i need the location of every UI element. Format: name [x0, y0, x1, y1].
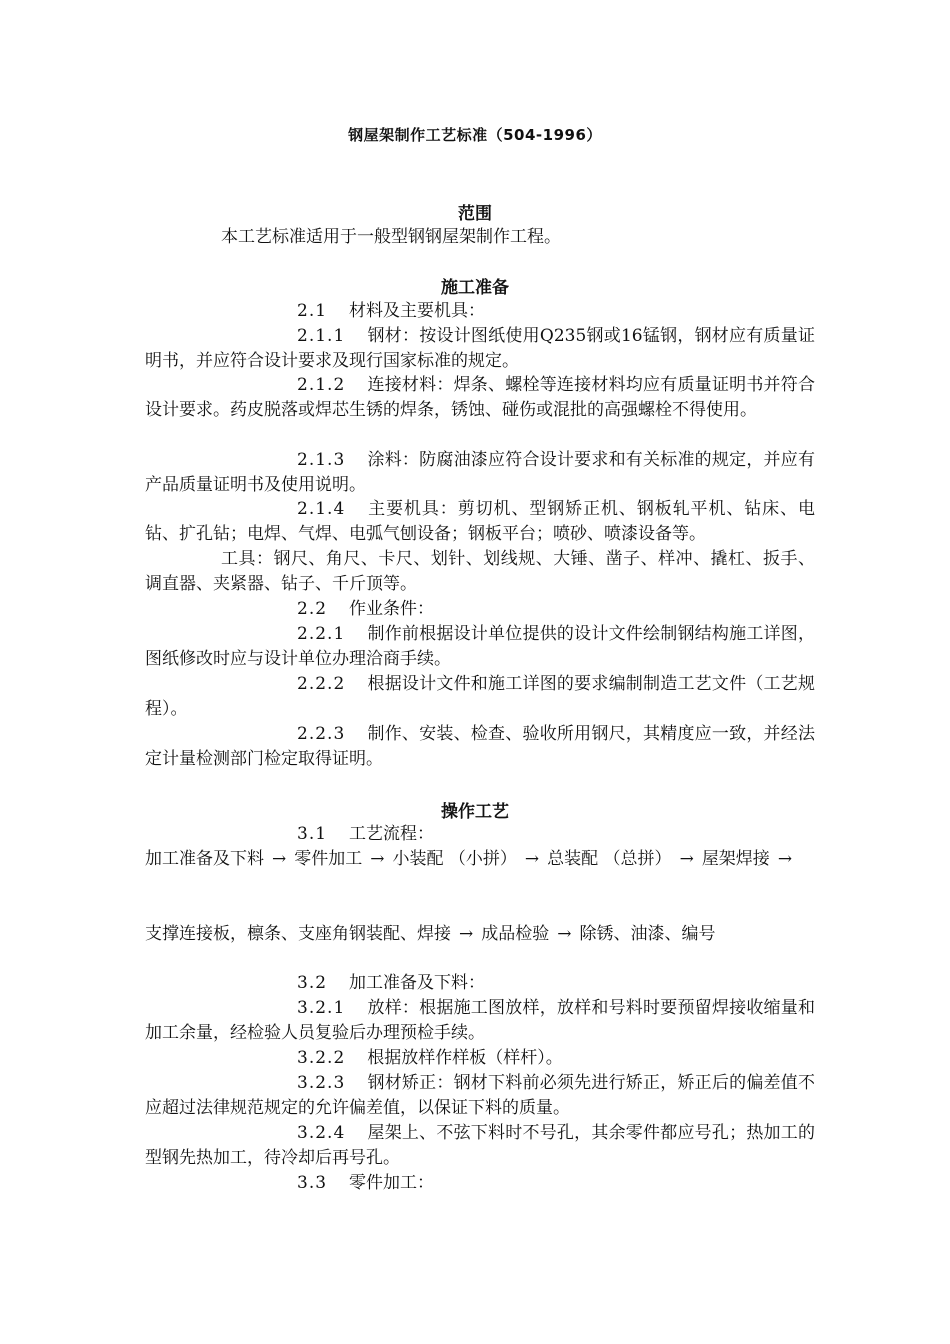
flow-step: 支撑连接板，檩条、支座角钢装配、焊接	[145, 924, 451, 944]
item-number: 2.2	[297, 599, 328, 619]
item-number: 3.2	[297, 973, 328, 993]
item-text: 屋架上、不弦下料时不号孔，其余零件都应号孔；热加工的型钢先热加工，待冷却后再号孔。	[145, 1123, 815, 1168]
arrow-right-icon: →	[679, 849, 694, 869]
list-item	[145, 324, 815, 374]
document-title: 钢屋架制作工艺标准（504-1996）	[348, 126, 602, 144]
item-number: 3.2.3	[297, 1073, 346, 1093]
arrow-right-icon: →	[370, 849, 385, 869]
item-text: 主要机具：剪切机、型钢矫正机、钢板轧平机、钻床、电钻、扩孔钻；电焊、气焊、电弧气刨设备；钢板平台；喷砂、喷漆设备等。	[145, 499, 815, 544]
item-text: 钢材矫正：钢材下料前必须先进行矫正，矫正后的偏差值不应超过法律规范规定的允许偏差值，以保证下料的质量。	[145, 1073, 815, 1118]
section-heading-scope: 范围	[458, 204, 492, 224]
item-text: 作业条件：	[349, 599, 435, 619]
list-item	[145, 722, 815, 772]
flow-step: 小装配 （小拼）	[392, 849, 517, 869]
item-text: 制作前根据设计单位提供的设计文件绘制钢结构施工详图，图纸修改时应与设计单位办理洽商手续。	[145, 624, 815, 669]
flow-step: 加工准备及下料	[145, 849, 264, 869]
flow-step: 除锈、油漆、编号	[579, 924, 716, 944]
item-text: 零件加工：	[349, 1173, 435, 1193]
list-item	[145, 299, 815, 324]
flow-step: 总装配 （总拼）	[547, 849, 672, 869]
item-number: 3.1	[297, 824, 328, 844]
process-flow-line-2	[145, 922, 815, 947]
item-number: 3.2.2	[297, 1048, 346, 1068]
section-heading-preparation: 施工准备	[441, 278, 509, 298]
scope-paragraph: 本工艺标准适用于一般型钢钢屋架制作工程。	[221, 227, 561, 247]
flow-step: 零件加工	[294, 849, 363, 869]
list-item	[145, 448, 815, 498]
list-item	[145, 996, 815, 1046]
list-item	[145, 547, 815, 597]
item-number: 2.2.3	[297, 724, 346, 744]
item-number: 2.1.2	[297, 375, 346, 395]
list-item	[145, 971, 815, 996]
item-number: 2.1.1	[297, 326, 346, 346]
arrow-right-icon: →	[459, 924, 474, 944]
item-text: 工具：钢尺、角尺、卡尺、划针、划线规、大锤、凿子、样冲、撬杠、扳手、调直器、夹紧器、钻子、千斤顶等。	[145, 549, 815, 594]
section-heading-operation: 操作工艺	[441, 802, 509, 822]
list-item	[145, 622, 815, 672]
item-text: 制作、安装、检查、验收所用钢尺，其精度应一致，并经法定计量检测部门检定取得证明。	[145, 724, 815, 769]
item-text: 根据放样作样板（样杆）。	[367, 1048, 563, 1068]
flow-step: 屋架焊接	[701, 849, 770, 869]
item-text: 连接材料：焊条、螺栓等连接材料均应有质量证明书并符合设计要求。药皮脱落或焊芯生锈的焊条，锈蚀、碰伤或混批的高强螺栓不得使用。	[145, 375, 815, 420]
list-item	[145, 1171, 815, 1196]
list-item	[145, 1071, 815, 1121]
item-text: 根据设计文件和施工详图的要求编制制造工艺文件（工艺规程）。	[145, 674, 815, 719]
list-item	[145, 1046, 815, 1071]
list-item	[145, 373, 815, 423]
process-flow-line-1	[145, 847, 815, 872]
item-number: 2.1	[297, 301, 328, 321]
item-number: 3.3	[297, 1173, 328, 1193]
list-item	[145, 597, 815, 622]
item-number: 2.2.1	[297, 624, 346, 644]
arrow-right-icon: →	[777, 849, 793, 869]
item-text: 工艺流程：	[349, 824, 435, 844]
item-number: 3.2.1	[297, 998, 346, 1018]
list-item	[145, 672, 815, 722]
list-item	[145, 497, 815, 547]
item-number: 2.1.4	[297, 499, 346, 519]
item-number: 2.2.2	[297, 674, 346, 694]
item-text: 材料及主要机具：	[349, 301, 486, 321]
item-number: 2.1.3	[297, 450, 346, 470]
list-item	[145, 822, 815, 847]
flow-step: 成品检验	[481, 924, 550, 944]
item-text: 钢材：按设计图纸使用Q235钢或16锰钢，钢材应有质量证明书，并应符合设计要求及现行国家标准的规定。	[145, 326, 815, 371]
item-text: 涂料：防腐油漆应符合设计要求和有关标准的规定，并应有产品质量证明书及使用说明。	[145, 450, 815, 495]
arrow-right-icon: →	[272, 849, 287, 869]
list-item	[145, 1121, 815, 1171]
item-text: 加工准备及下料：	[349, 973, 486, 993]
item-number: 3.2.4	[297, 1123, 346, 1143]
arrow-right-icon: →	[524, 849, 540, 869]
arrow-right-icon: →	[557, 924, 572, 944]
item-text: 放样：根据施工图放样，放样和号料时要预留焊接收缩量和加工余量，经检验人员复验后办理预检手续。	[145, 998, 815, 1043]
